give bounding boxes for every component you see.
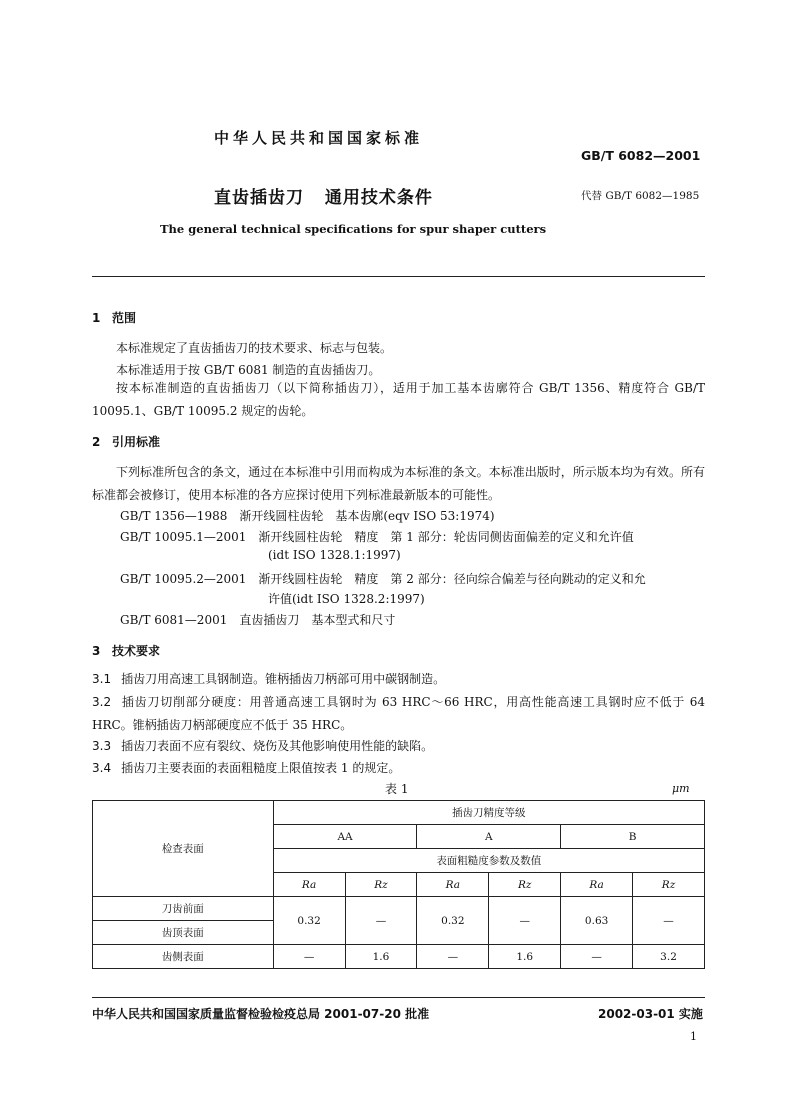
param-cell: Ra: [273, 873, 345, 897]
title-chinese: 直齿插齿刀 通用技术条件: [214, 188, 433, 208]
clause-number: 3.4: [92, 761, 112, 775]
param-cell: Rz: [489, 873, 561, 897]
standard-type: 中华人民共和国国家标准: [214, 129, 424, 147]
param-header-cell: 表面粗糙度参数及数值: [273, 849, 704, 873]
section-1-heading: [92, 309, 136, 326]
value-cell: —: [273, 945, 345, 969]
row-header-cell: 检查表面: [93, 801, 274, 897]
section-title: 引用标准: [112, 435, 161, 449]
value-cell: 1.6: [345, 945, 417, 969]
title-english: The general technical specifications for spur shaper cutters: [160, 222, 547, 236]
value-cell: 0.32: [417, 897, 489, 945]
header-rule: [92, 276, 705, 277]
param-cell: Ra: [417, 873, 489, 897]
param-cell: Rz: [345, 873, 417, 897]
paragraph: 按本标准制造的直齿插齿刀（以下简称插齿刀），适用于加工基本齿廓符合 GB/T 1356、精度符合 GB/T 10095.1、GB/T 10095.2 规定的齿轮。: [92, 381, 705, 418]
section-number: 1: [92, 311, 101, 325]
param-cell: Ra: [561, 873, 633, 897]
value-cell: 0.32: [273, 897, 345, 945]
clause-number: 3.1: [92, 672, 112, 686]
clause-text: 插齿刀用高速工具钢制造。锥柄插齿刀柄部可用中碳钢制造。: [121, 672, 446, 686]
value-cell: —: [561, 945, 633, 969]
reference-item: GB/T 10095.1—2001 渐开线圆柱齿轮 精度 第 1 部分：轮齿同侧齿面偏差的定义和允许值: [120, 530, 634, 544]
clause: [92, 757, 705, 780]
section-title: 范围: [112, 311, 137, 325]
clause: [92, 668, 705, 691]
paragraph: 下列标准所包含的条文，通过在本标准中引用而构成为本标准的条文。本标准出版时，所示版本均为有效。所有标准都会被修订，使用本标准的各方应探讨使用下列标准最新版本的可能性。: [92, 465, 705, 502]
param-cell: Rz: [633, 873, 705, 897]
section-number: 2: [92, 435, 101, 449]
clause-number: 3.3: [92, 739, 112, 753]
table-unit: μm: [672, 782, 690, 795]
clause-text: 插齿刀主要表面的表面粗糙度上限值按表 1 的规定。: [121, 761, 401, 775]
value-cell: —: [633, 897, 705, 945]
effective-date: 2002-03-01 实施: [598, 1007, 703, 1021]
value-cell: —: [345, 897, 417, 945]
grade-header-cell: 插齿刀精度等级: [273, 801, 704, 825]
roughness-table: [92, 800, 705, 969]
approval-line: 中华人民共和国国家质量监督检验检疫总局 2001-07-20 批准: [92, 1007, 430, 1021]
reference-item: GB/T 10095.2—2001 渐开线圆柱齿轮 精度 第 2 部分：径向综合偏差与径向跳动的定义和允: [120, 572, 646, 586]
value-cell: 3.2: [633, 945, 705, 969]
value-cell: —: [417, 945, 489, 969]
reference-item: GB/T 1356—1988 渐开线圆柱齿轮 基本齿廓(eqv ISO 53:1974): [120, 509, 495, 523]
paragraph: 本标准规定了直齿插齿刀的技术要求、标志与包装。: [116, 341, 393, 355]
section-3-heading: [92, 642, 160, 659]
reference-item-cont: 许值(idt ISO 1328.2:1997): [268, 592, 425, 606]
section-number: 3: [92, 644, 101, 658]
section-2-heading: [92, 433, 160, 450]
page-number: 1: [690, 1030, 697, 1043]
replaces-note: 代替 GB/T 6082—1985: [581, 190, 700, 202]
value-cell: —: [489, 897, 561, 945]
table-caption: 表 1: [385, 782, 409, 796]
table-row-label: 刀齿前面: [93, 897, 274, 921]
clause-number: 3.2: [92, 695, 112, 709]
footer-rule: [92, 997, 705, 998]
standard-number: GB/T 6082—2001: [581, 148, 701, 163]
section-title: 技术要求: [112, 644, 161, 658]
reference-item-cont: (idt ISO 1328.1:1997): [268, 548, 401, 562]
grade-cell: AA: [273, 825, 417, 849]
table-row-label: 齿顶表面: [93, 921, 274, 945]
reference-item: GB/T 6081—2001 直齿插齿刀 基本型式和尺寸: [120, 613, 396, 627]
clause: [92, 735, 705, 758]
paragraph: 本标准适用于按 GB/T 6081 制造的直齿插齿刀。: [116, 363, 381, 377]
value-cell: 1.6: [489, 945, 561, 969]
grade-cell: B: [561, 825, 705, 849]
value-cell: 0.63: [561, 897, 633, 945]
clause-text: 插齿刀表面不应有裂纹、烧伤及其他影响使用性能的缺陷。: [121, 739, 434, 753]
clause-text: 插齿刀切削部分硬度：用普通高速工具钢时为 63 HRC～66 HRC，用高性能高速工具钢时应不低于 64 HRC。锥柄插齿刀柄部硬度应不低于 35 HRC。: [92, 695, 705, 732]
grade-cell: A: [417, 825, 561, 849]
table-row-label: 齿侧表面: [93, 945, 274, 969]
clause: [92, 691, 705, 736]
